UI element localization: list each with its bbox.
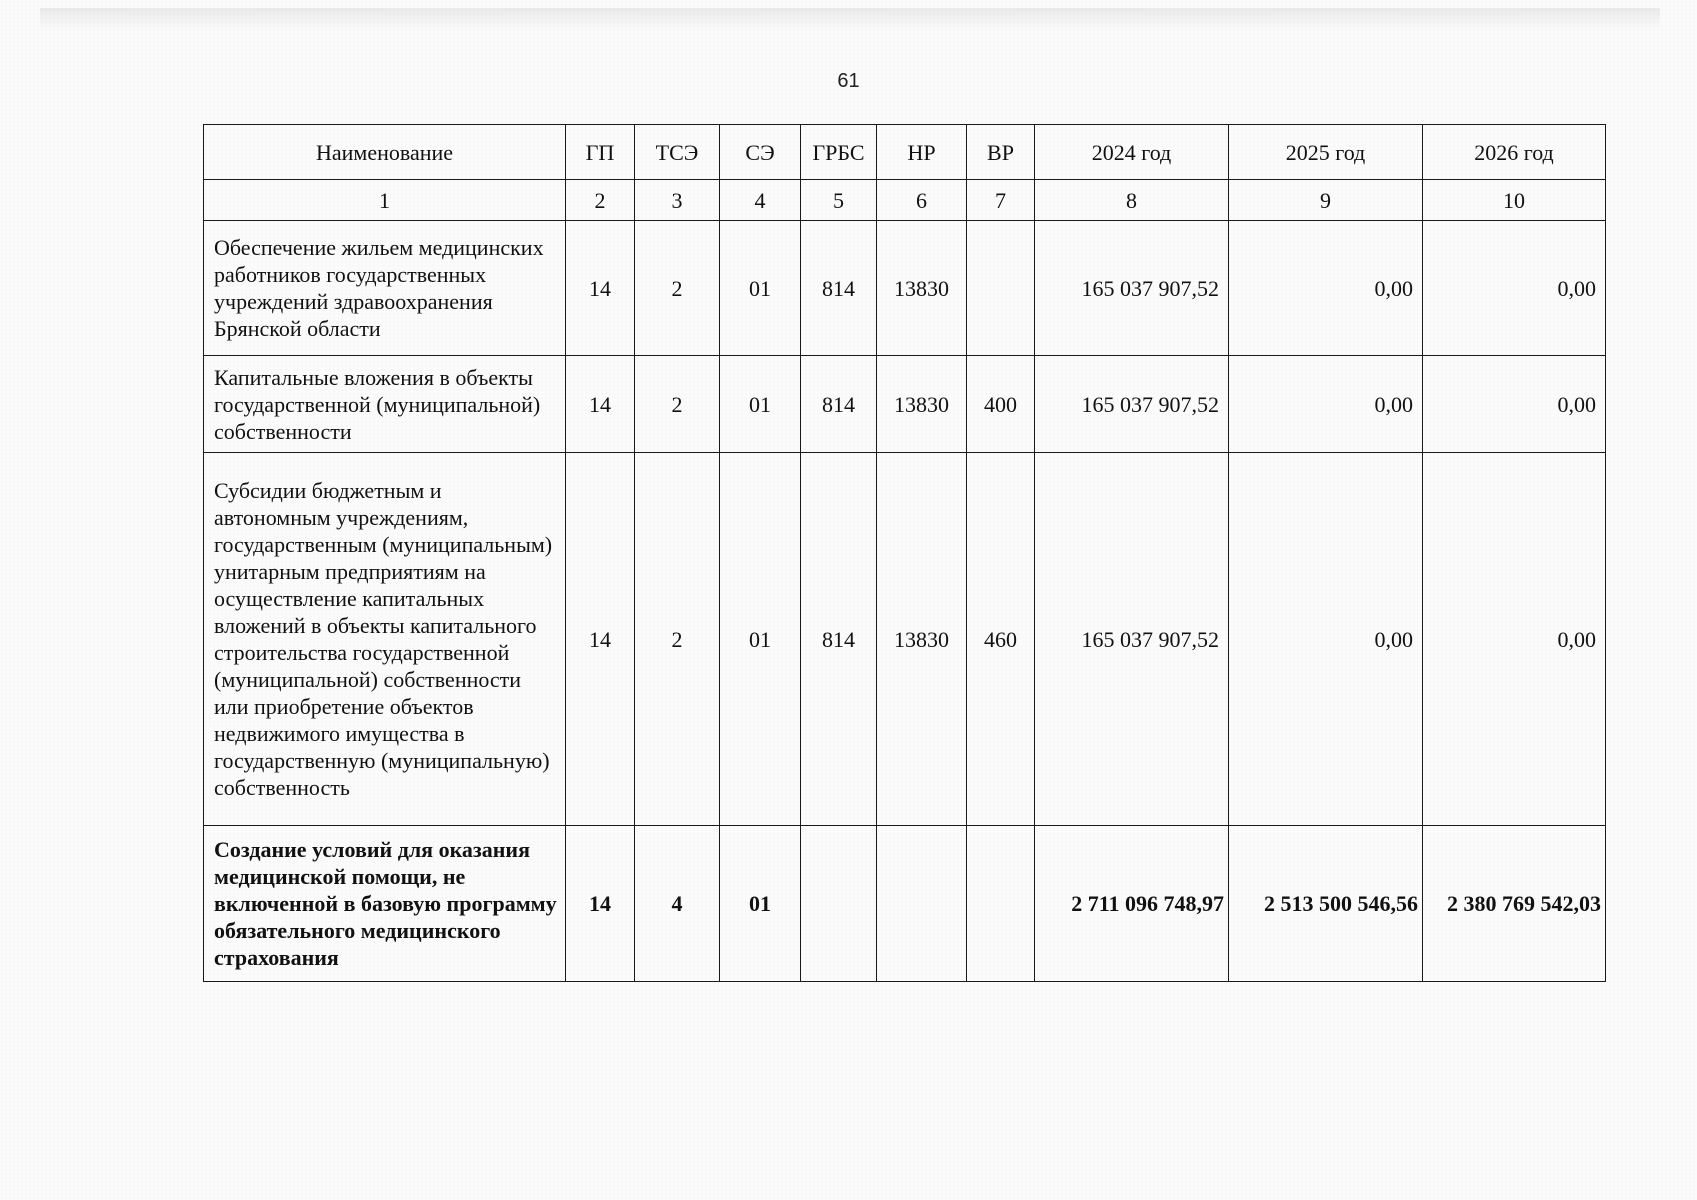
nr-cell: [877, 826, 967, 982]
header-cell-gp: ГП: [566, 125, 635, 180]
header-cell-2024: 2024 год: [1035, 125, 1229, 180]
amount-2026-cell: 0,00: [1423, 356, 1606, 453]
index-cell: 4: [720, 180, 801, 221]
index-cell: 1: [204, 180, 566, 221]
tse-cell: 2: [635, 453, 720, 826]
budget-table: [203, 124, 1606, 982]
amount-2025-cell: 0,00: [1229, 221, 1423, 356]
row-name-cell: Обеспечение жильем медицинских работников государственных учреждений здравоохранения Брянской области: [204, 221, 566, 356]
index-cell: 8: [1035, 180, 1229, 221]
grbs-cell: [801, 826, 877, 982]
amount-2026-cell: 0,00: [1423, 221, 1606, 356]
vr-cell: [967, 826, 1035, 982]
table-row-total: [204, 826, 1606, 982]
table-row: [204, 221, 1606, 356]
index-cell: 5: [801, 180, 877, 221]
header-cell-se: СЭ: [720, 125, 801, 180]
header-cell-vr: ВР: [967, 125, 1035, 180]
tse-cell: 2: [635, 221, 720, 356]
page-number: 61: [837, 70, 860, 92]
grbs-cell: 814: [801, 453, 877, 826]
amount-2025-cell: 0,00: [1229, 356, 1423, 453]
amount-2026-cell: 2 380 769 542,03: [1423, 826, 1606, 982]
tse-cell: 4: [635, 826, 720, 982]
amount-2024-cell: 165 037 907,52: [1035, 356, 1229, 453]
nr-cell: 13830: [877, 356, 967, 453]
header-cell-nr: НР: [877, 125, 967, 180]
gp-cell: 14: [566, 453, 635, 826]
table-row: [204, 453, 1606, 826]
tse-cell: 2: [635, 356, 720, 453]
index-cell: 7: [967, 180, 1035, 221]
index-cell: 10: [1423, 180, 1606, 221]
header-cell-2026: 2026 год: [1423, 125, 1606, 180]
amount-2024-cell: 165 037 907,52: [1035, 453, 1229, 826]
table-header-row: [204, 125, 1606, 180]
amount-2024-cell: 2 711 096 748,97: [1035, 826, 1229, 982]
index-cell: 3: [635, 180, 720, 221]
row-name-cell: Субсидии бюджетным и автономным учреждениям, государственным (муниципальным) унитарным предприятиям на осуществление капитальных вложений в объекты капитального строительства государственной (муниципальной) собственности или приобретение объектов недвижимого имущества в государственную (муниципальную) собственность: [204, 453, 566, 826]
vr-cell: 400: [967, 356, 1035, 453]
amount-2024-cell: 165 037 907,52: [1035, 221, 1229, 356]
grbs-cell: 814: [801, 356, 877, 453]
se-cell: 01: [720, 221, 801, 356]
header-cell-name: Наименование: [204, 125, 566, 180]
gp-cell: 14: [566, 356, 635, 453]
se-cell: 01: [720, 826, 801, 982]
row-name-cell: Капитальные вложения в объекты государственной (муниципальной) собственности: [204, 356, 566, 453]
header-cell-grbs: ГРБС: [801, 125, 877, 180]
grbs-cell: 814: [801, 221, 877, 356]
scan-artifact: [40, 8, 1660, 30]
amount-2026-cell: 0,00: [1423, 453, 1606, 826]
index-cell: 6: [877, 180, 967, 221]
gp-cell: 14: [566, 826, 635, 982]
vr-cell: 460: [967, 453, 1035, 826]
amount-2025-cell: 2 513 500 546,56: [1229, 826, 1423, 982]
gp-cell: 14: [566, 221, 635, 356]
nr-cell: 13830: [877, 221, 967, 356]
amount-2025-cell: 0,00: [1229, 453, 1423, 826]
se-cell: 01: [720, 356, 801, 453]
vr-cell: [967, 221, 1035, 356]
table-row: [204, 356, 1606, 453]
nr-cell: 13830: [877, 453, 967, 826]
header-cell-2025: 2025 год: [1229, 125, 1423, 180]
header-cell-tse: ТСЭ: [635, 125, 720, 180]
se-cell: 01: [720, 453, 801, 826]
index-cell: 9: [1229, 180, 1423, 221]
column-index-row: [204, 180, 1606, 221]
row-name-cell: Создание условий для оказания медицинской помощи, не включенной в базовую программу обязательного медицинского страхования: [204, 826, 566, 982]
index-cell: 2: [566, 180, 635, 221]
